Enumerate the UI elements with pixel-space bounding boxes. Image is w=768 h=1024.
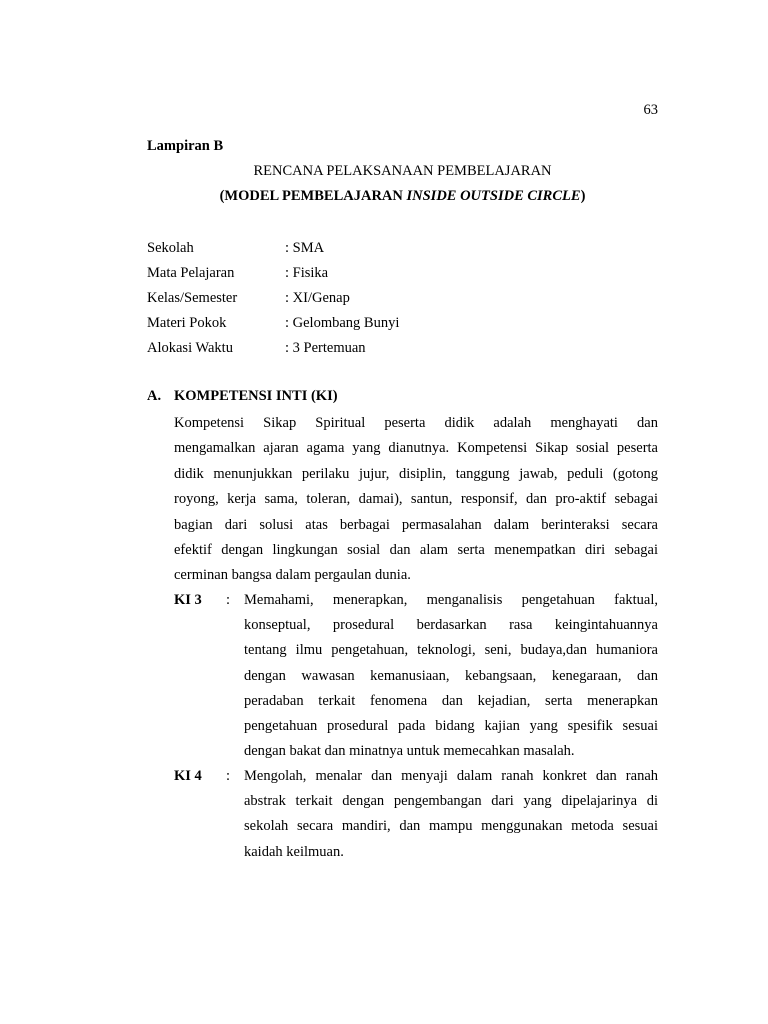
ki3-line: tentang ilmu pengetahuan, teknologi, seni, budaya,dan humaniora [244,642,658,659]
info-label: Sekolah [147,240,194,256]
ki3-line: peradaban terkait fenomena dan kejadian, serta menerapkan [244,692,658,709]
paragraph-line: cerminan bangsa dalam pergaulan dunia. [174,567,411,584]
ki3-label: KI 3 [174,592,202,608]
info-row-materi-pokok [147,314,658,339]
info-value: : 3 Pertemuan [285,340,366,356]
appendix-label: Lampiran B [147,138,224,154]
info-value: : Fisika [285,265,329,281]
info-row-mata-pelajaran [147,264,658,289]
subtitle-prefix: (MODEL PEMBELAJARAN [219,188,407,204]
document-title: RENCANA PELAKSANAAN PEMBELAJARAN [253,163,552,179]
subtitle-suffix: ) [580,188,586,204]
section-title: KOMPETENSI INTI (KI) [174,388,338,404]
ki4-line: sekolah secara mandiri, dan mampu menggunakan metoda sesuai [244,818,658,835]
ki3-colon: : [226,592,231,608]
ki4-colon: : [226,768,231,784]
section-a-paragraph [174,414,658,592]
paragraph-line: didik menunjukkan perilaku jujur, disiplin, tanggung jawab, peduli (gotong [174,465,658,482]
ki4-item [174,767,658,868]
info-value: : Gelombang Bunyi [285,315,400,331]
info-row-alokasi-waktu [147,339,658,364]
ki3-line: dengan wawasan kemanusiaan, kebangsaan, kenegaraan, dan [244,667,658,684]
subtitle-model-name: INSIDE OUTSIDE CIRCLE [406,188,581,204]
section-letter: A. [147,388,162,404]
ki3-line: Memahami, menerapkan, menganalisis pengetahuan faktual, [244,592,658,608]
ki4-line: abstrak terkait dengan pengembangan dari yang dipelajarinya di [244,793,658,810]
section-a-heading [147,388,338,405]
info-row-kelas-semester [147,289,658,314]
document-subtitle [147,188,658,205]
info-row-sekolah [147,239,658,264]
info-label: Mata Pelajaran [147,265,235,281]
info-label: Materi Pokok [147,315,227,331]
ki4-text [244,767,658,868]
info-label: Kelas/Semester [147,290,238,306]
ki3-line: dengan bakat dan minatnya untuk memecahkan masalah. [244,743,575,760]
ki3-line: konseptual, prosedural berdasarkan rasa keingintahuannya [244,617,658,634]
paragraph-line: royong, kerja sama, toleran, damai), santun, responsif, dan pro-aktif sebagai [174,491,658,508]
info-value: : SMA [285,240,325,256]
paragraph-line: bagian dari solusi atas berbagai permasalahan dalam berinteraksi secara [174,516,658,533]
ki4-line: kaidah keilmuan. [244,843,344,860]
paragraph-line: Kompetensi Sikap Spiritual peserta didik adalah menghayati dan [174,415,658,431]
paragraph-line: efektif dengan lingkungan sosial dan alam serta menempatkan diri sebagai [174,541,658,558]
info-value: : XI/Genap [285,290,350,306]
page-number: 63 [643,102,658,118]
identity-table [147,239,658,364]
ki3-line: pengetahuan prosedural pada bidang kajian yang spesifik sesuai [244,717,658,734]
ki3-item [174,591,658,767]
info-label: Alokasi Waktu [147,340,233,356]
ki3-text [244,591,658,767]
ki4-line: Mengolah, menalar dan menyaji dalam ranah konkret dan ranah [244,768,658,784]
paragraph-line: mengamalkan ajaran agama yang dianutnya. Kompetensi Sikap sosial peserta [174,440,658,457]
ki4-label: KI 4 [174,768,202,784]
